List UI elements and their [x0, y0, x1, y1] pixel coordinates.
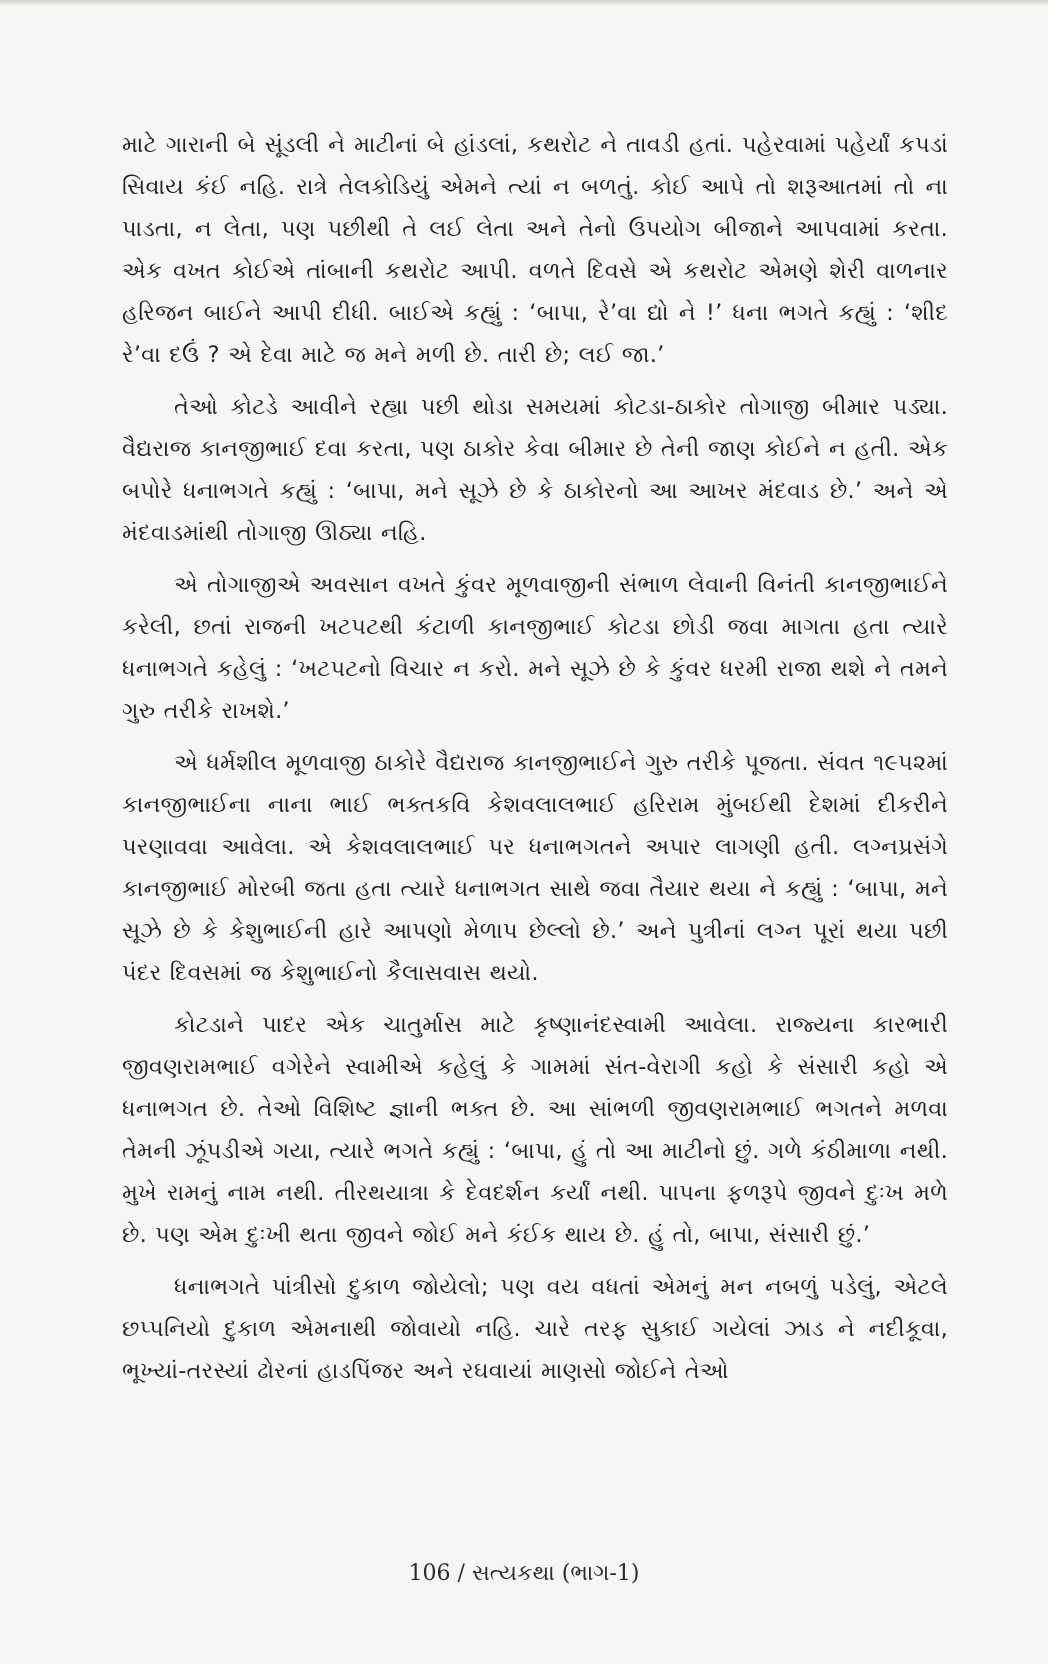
- paragraph-2: તેઓ કોટડે આવીને રહ્યા પછી થોડા સમયમાં કોટડા-ઠાકોર તોગાજી બીમાર પડ્યા. વૈદ્યરાજ કાનજીભાઈ દવા કરતા, પણ ઠાકોર કેવા બીમાર છે તેની જાણ કોઈને ન હતી. એક બપોરે ધનાભગતે કહ્યું : ‘બાપા, મને સૂઝે છે કે ઠાકોરનો આ આખર મંદવાડ છે.’ અને એ મંદવાડમાંથી તોગાજી ઊઠ્યા નહિ.: [122, 394, 948, 546]
- body-text: [122, 124, 948, 1402]
- page-footer: 106 / સત્યકથા (ભાગ-1): [408, 1561, 640, 1586]
- paragraph-3: એ તોગાજીએ અવસાન વખતે કુંવર મૂળવાજીની સંભાળ લેવાની વિનંતી કાનજીભાઈને કરેલી, છતાં રાજની ખટપટથી કંટાળી કાનજીભાઈ કોટડા છોડી જવા માગતા હતા ત્યારે ધનાભગતે કહેલું : ‘ખટપટનો વિચાર ન કરો. મને સૂઝે છે કે કુંવર ધરમી રાજા થશે ને તમને ગુરુ તરીકે રાખશે.’: [122, 572, 948, 724]
- paragraph-4: એ ધર્મશીલ મૂળવાજી ઠાકોરે વૈદ્યરાજ કાનજીભાઈને ગુરુ તરીકે પૂજતા. સંવત ૧૯૫૨માં કાનજીભાઈના નાના ભાઈ ભક્તકવિ કેશવલાલભાઈ હરિરામ મુંબઈથી દેશમાં દીકરીને પરણાવવા આવેલા. એ કેશવલાલભાઈ પર ધનાભગતને અપાર લાગણી હતી. લગ્નપ્રસંગે કાનજીભાઈ મોરબી જતા હતા ત્યારે ધનાભગત સાથે જવા તૈયાર થયા ને કહ્યું : ‘બાપા, મને સૂઝે છે કે કેશુભાઈની હારે આપણો મેળાપ છેલ્લો છે.’ અને પુત્રીનાં લગ્ન પૂરાં થયા પછી પંદર દિવસમાં જ કેશુભાઈનો કૈલાસવાસ થયો.: [122, 750, 948, 986]
- paragraph-5: કોટડાને પાદર એક ચાતુર્માસ માટે કૃષ્ણાનંદસ્વામી આવેલા. રાજ્યના કારભારી જીવણરામભાઈ વગેરેને સ્વામીએ કહેલું કે ગામમાં સંત-વેરાગી કહો કે સંસારી કહો એ ધનાભગત છે. તેઓ વિશિષ્ટ જ્ઞાની ભક્ત છે. આ સાંભળી જીવણરામભાઈ ભગતને મળવા તેમની ઝૂંપડીએ ગયા, ત્યારે ભગતે કહ્યું : ‘બાપા, હું તો આ માટીનો છું. ગળે કંઠીમાળા નથી. મુખે રામનું નામ નથી. તીરથયાત્રા કે દેવદર્શન કર્યાં નથી. પાપના ફળરૂપે જીવને દુઃખ મળે છે. પણ એમ દુઃખી થતા જીવને જોઈ મને કંઈક થાય છે. હું તો, બાપા, સંસારી છું.’: [122, 1012, 948, 1248]
- paragraph-1: માટે ગારાની બે સૂંડલી ને માટીનાં બે હાંડલાં, કથરોટ ને તાવડી હતાં. પહેરવામાં પહેર્યાં કપડાં સિવાય કંઈ નહિ. રાત્રે તેલકોડિયું એમને ત્યાં ન બળતું. કોઈ આપે તો શરૂઆતમાં તો ના પાડતા, ન લેતા, પણ પછીથી તે લઈ લેતા અને તેનો ઉપયોગ બીજાને આપવામાં કરતા. એક વખત કોઈએ તાંબાની કથરોટ આપી. વળતે દિવસે એ કથરોટ એમણે શેરી વાળનાર હરિજન બાઈને આપી દીધી. બાઈએ કહ્યું : ‘બાપા, રે’વા દ્યો ને !’ ધના ભગતે કહ્યું : ‘શીદ રે’વા દઉં ? એ દેવા માટે જ મને મળી છે. તારી છે; લઈ જા.’: [122, 132, 948, 368]
- paragraph-6: ધનાભગતે પાંત્રીસો દુકાળ જોયેલો; પણ વય વધતાં એમનું મન નબળું પડેલું, એટલે છપ્પનિયો દુકાળ એમનાથી જોવાયો નહિ. ચારે તરફ સુકાઈ ગયેલાં ઝાડ ને નદીકૂવા, ભૂખ્યાં-તરસ્યાં ઢોરનાં હાડપિંજર અને રઘવાયાં માણસો જોઈને તેઓ: [122, 1274, 948, 1384]
